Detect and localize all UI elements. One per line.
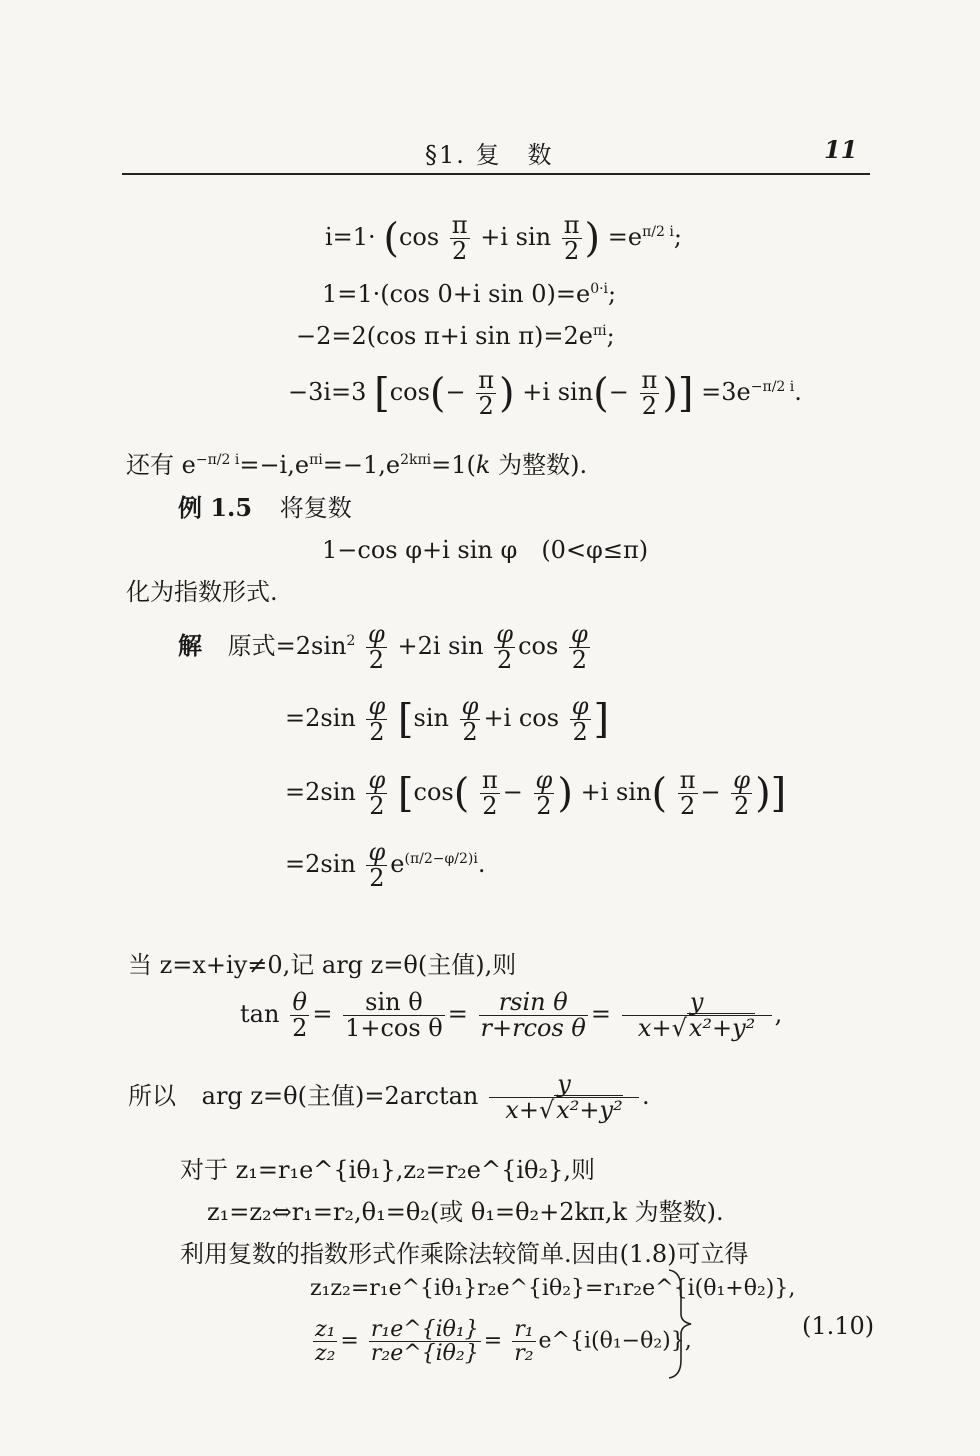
eq-text: i=1· <box>325 223 376 252</box>
product-formula: z₁z₂=r₁e^{iθ₁}r₂e^{iθ₂}=r₁r₂e^{i(θ₁+θ₂)}, <box>310 1276 796 1301</box>
eq-text: +i sin <box>480 223 552 252</box>
example-text: 将复数 <box>279 494 352 522</box>
header-rule <box>122 173 870 175</box>
also-line: 还有 $e^{-\pi/2 i}=-i,e^{\pi i}=-1,e^{2k\pi i}=1(k$ 为整数). <box>126 451 588 479</box>
example-heading <box>178 488 352 523</box>
eq-text: −2=2(cos π+i sin π)=2e <box>296 322 593 350</box>
fraction: $\frac{\pi}{2}$ <box>451 211 468 266</box>
solution-line-3: =2sin $\frac{\varphi}{2}$ [cos( $\frac{\pi}{2}$ − $\frac{\varphi}{2}$ ) +i sin( $\frac{\pi}{2}$ − $\frac{\varphi}{2}$ )] <box>285 766 787 821</box>
example-after: 化为指数形式. <box>126 578 278 606</box>
fraction: $\frac{\pi}{2}$ <box>563 211 580 266</box>
exponent: π/2 i <box>642 224 674 241</box>
eq-text: −3i=3 <box>288 378 367 407</box>
tan-formula: tan $\frac{\theta}{2}$ = $\frac{\text{sin θ}}{\text{1+cos θ}}$ = $\frac{\text{rsin θ}}{\text{r+rcos θ}}$ = $\frac{y}{\text{x+√x²+y²}}$ , <box>240 988 783 1043</box>
eq-text: =e <box>607 223 643 252</box>
fraction: $\frac{\pi}{2}$ <box>478 366 495 421</box>
right-brace <box>665 1268 695 1384</box>
page-number: 11 <box>824 135 858 164</box>
exponent: −π/2 i <box>750 379 795 396</box>
arg-intro: 当 z=x+iy≠0,记 arg z=θ(主值),则 <box>128 951 517 979</box>
equation-number: (1.10) <box>802 1312 875 1340</box>
example-expression: 1−cos φ+i sin φ (0<φ≤π) <box>322 536 649 564</box>
eq-text: cos <box>398 223 440 252</box>
quotient-formula: $\frac{\text{z₁}}{\text{z₂}}$ = $\frac{\text{r₁e\textasciicircum{}\{iθ₁\}}}{\text{r₂e\textasciicircum{}\{iθ₂\}}}$ = $\frac{\text{r₁}}{\text{r₂}}$ e^{i(θ₁−θ₂)}, <box>315 1317 692 1367</box>
solution-label: 解 <box>178 631 202 661</box>
equality-intro: 对于 z₁=r₁e^{iθ₁},z₂=r₂e^{iθ₂},则 <box>180 1156 596 1184</box>
exponent: 0·i <box>590 281 609 297</box>
equation-minus-two: −2=2(cos π+i $\sin \pi)=2e^{\pi i}$; <box>296 322 615 350</box>
solution-line-1: 解 原式$=2\sin^2$ $\frac{\varphi}{2}$ +2i sin $\frac{\varphi}{2}$ cos $\frac{\varphi}{2}$ <box>178 620 588 675</box>
multiply-intro: 利用复数的指数形式作乘除法较简单.因由(1.8)可立得 <box>180 1240 749 1268</box>
exponent: πi <box>592 323 607 339</box>
eq-text: 1=1·(cos 0+i sin 0)=e <box>322 280 591 308</box>
equation-i: i=1· (cos $\frac{\pi}{2}$ +i sin $\frac{\pi}{2}$ ) $=e^{\pi/2 i}$; <box>325 211 682 266</box>
solution-line-2: =2sin $\frac{\varphi}{2}$ [sin $\frac{\varphi}{2}$ +i cos $\frac{\varphi}{2}$ ] <box>285 692 610 747</box>
arg-result: 所以 arg z=θ(主值)=2arctan $\frac{y}{\text{x+√x²+y²}}$ . <box>128 1070 650 1125</box>
page-header <box>0 135 980 175</box>
equality-condition: z₁=z₂⇔r₁=r₂,θ₁=θ₂(或 θ₁=θ₂+2kπ,k 为整数). <box>207 1198 724 1226</box>
example-label: 例 1.5 <box>178 493 253 522</box>
section-title: §1. 复 数 <box>425 141 554 169</box>
equation-minus-3i: −3i=3 [cos(− $\frac{\pi}{2}$ ) +i sin(− $\frac{\pi}{2}$ )] $=3e^{-\pi/2 i}$. <box>288 366 802 421</box>
solution-line-4: =2sin $\frac{\varphi}{2}$ $e^{(\pi/2-\varphi/2)i}$. <box>285 838 486 893</box>
equation-one: 1=1·(cos 0+i $\sin 0)=e^{0\cdot i}$; <box>322 280 617 308</box>
fraction: $\frac{\pi}{2}$ <box>641 366 658 421</box>
